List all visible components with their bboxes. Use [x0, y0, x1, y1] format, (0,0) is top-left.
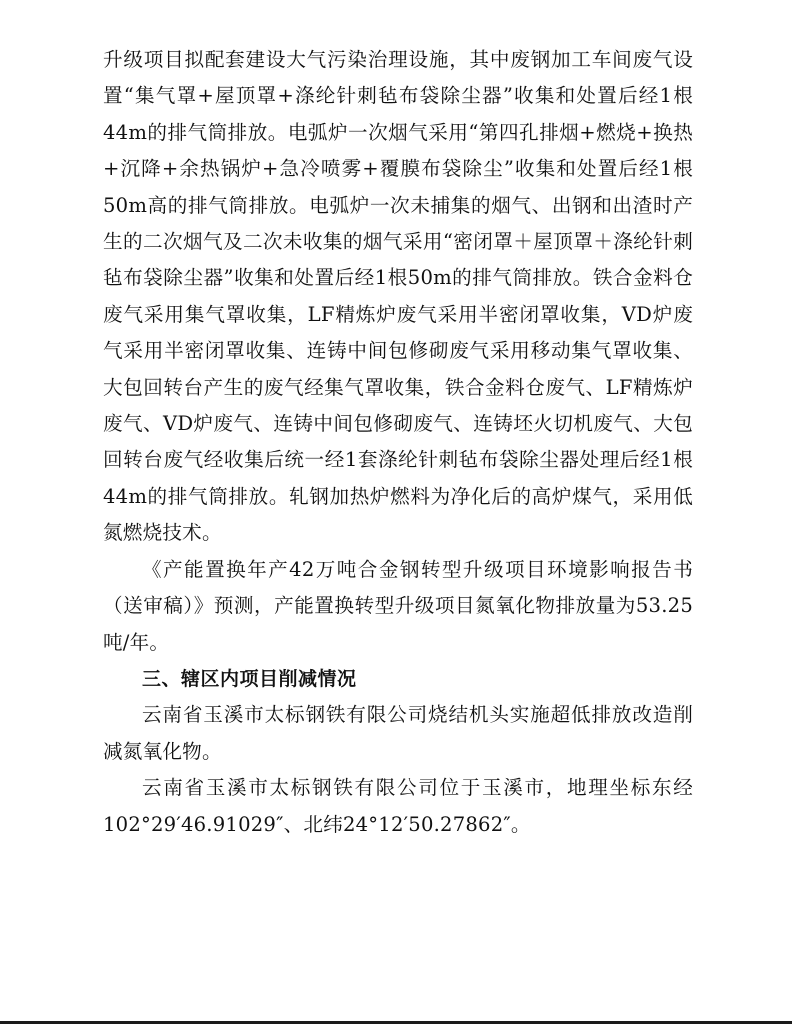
paragraph-air-pollution-facilities: 升级项目拟配套建设大气污染治理设施，其中废钢加工车间废气设置“集气罩+屋顶罩+涤纶针刺毡布袋除尘器”收集和处置后经1根44m的排气筒排放。电弧炉一次烟气采用“第四孔排烟+燃烧+换热+沉降+余热锅炉+急冷喷雾+覆膜布袋除尘”收集和处置后经1根50m高的排气筒排放。电弧炉一次未捕集的烟气、出钢和出渣时产生的二次烟气及二次未收集的烟气采用“密闭罩＋屋顶罩＋涤纶针刺毡布袋除尘器”收集和处置后经1根50m的排气筒排放。铁合金料仓废气采用集气罩收集，LF精炼炉废气采用半密闭罩收集，VD炉废气采用半密闭罩收集、连铸中间包修砌废气采用移动集气罩收集、大包回转台产生的废气经集气罩收集，铁合金料仓废气、LF精炼炉废气、VD炉废气、连铸中间包修砌废气、连铸坯火切机废气、大包回转台废气经收集后统一经1套涤纶针刺毡布袋除尘器处理后经1根44m的排气筒排放。轧钢加热炉燃料为净化后的高炉煤气，采用低氮燃烧技术。	[103, 48, 693, 545]
paragraph-eia-prediction: 《产能置换年产42万吨合金钢转型升级项目环境影响报告书（送审稿）》预测，产能置换转型升级项目氮氧化物排放量为53.25吨/年。	[103, 557, 693, 654]
paragraph-reduction-measure: 云南省玉溪市太标钢铁有限公司烧结机头实施超低排放改造削减氮氧化物。	[103, 703, 693, 763]
page-bottom-border	[0, 1021, 792, 1024]
document-body	[103, 42, 693, 843]
paragraph-company-location: 云南省玉溪市太标钢铁有限公司位于玉溪市，地理坐标东经102°29′46.91029″、北纬24°12′50.27862″。	[103, 776, 693, 836]
section-heading: 三、辖区内项目削减情况	[142, 667, 357, 690]
